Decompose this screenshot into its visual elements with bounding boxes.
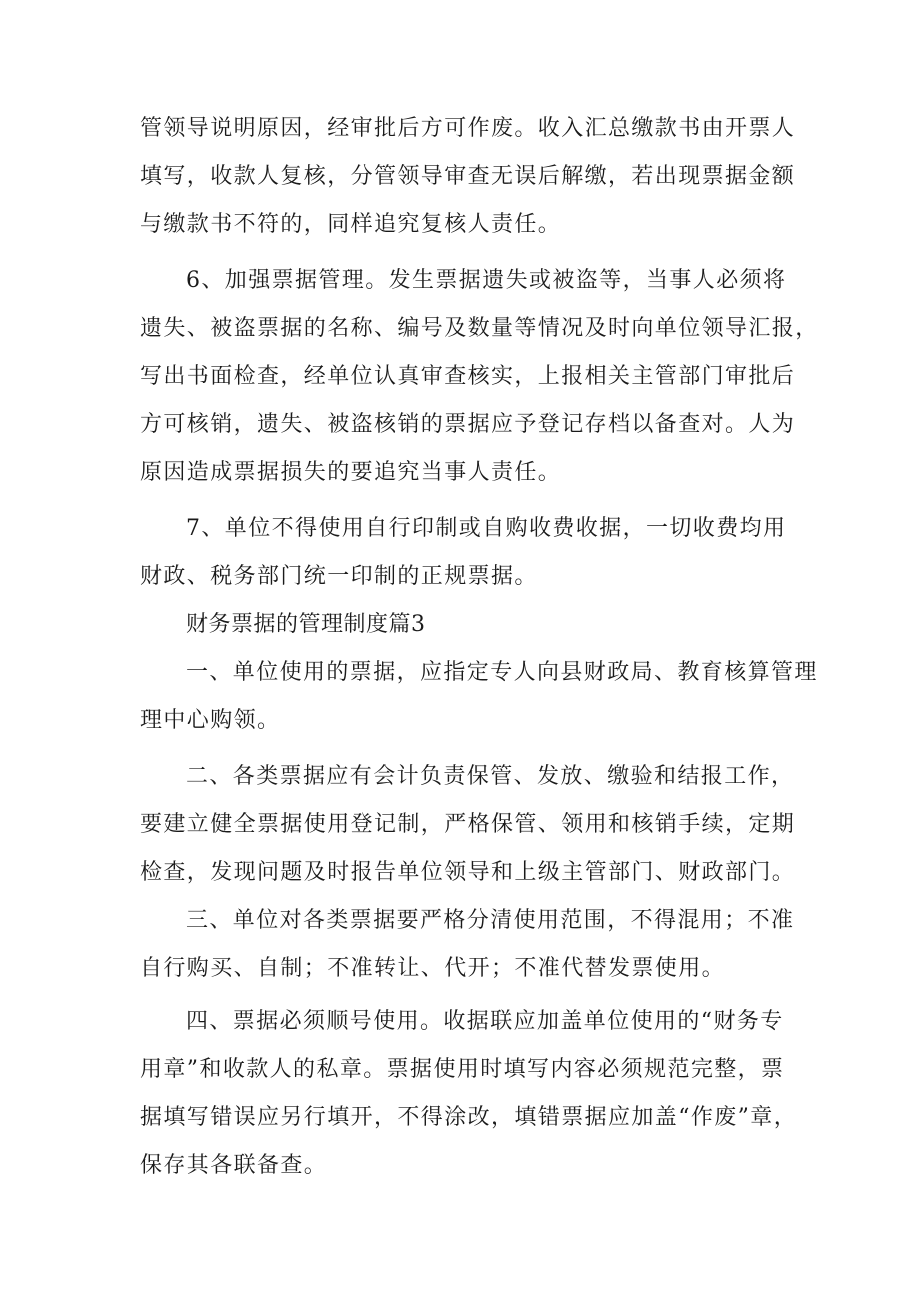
text-line: 原因造成票据损失的要追究当事人责任。 — [140, 460, 562, 485]
text-line: 理中心购领。 — [140, 708, 281, 733]
text-line: 财政、税务部门统一印制的正规票据。 — [140, 564, 538, 589]
text-line: 方可核销，遗失、被盗核销的票据应予登记存档以备查对。人为 — [140, 412, 796, 437]
text-line: 7、单位不得使用自行印制或自购收费收据，一切收费均用 — [186, 516, 787, 541]
text-line: 遗失、被盗票据的名称、编号及数量等情况及时向单位领导汇报， — [140, 316, 819, 341]
text-line: 与缴款书不符的，同样追究复核人责任。 — [140, 212, 562, 237]
text-line: 管领导说明原因，经审批后方可作废。收入汇总缴款书由开票人 — [140, 116, 796, 141]
text-line: 二、各类票据应有会计负责保管、发放、缴验和结报工作， — [186, 764, 795, 789]
text-line: 自行购买、自制；不准转让、代开；不准代替发票使用。 — [140, 956, 726, 981]
section-heading: 财务票据的管理制度篇3 — [186, 612, 426, 637]
text-line: 用章”和收款人的私章。票据使用时填写内容必须规范完整，票 — [140, 1057, 785, 1082]
text-line: 保存其各联备查。 — [140, 1153, 328, 1178]
text-line: 填写，收款人复核，分管领导审查无误后解缴，若出现票据金额 — [140, 164, 796, 189]
text-line: 写出书面检查，经单位认真审查核实，上报相关主管部门审批后 — [140, 364, 796, 389]
text-line: 6、加强票据管理。发生票据遗失或被盗等，当事人必须将 — [186, 268, 787, 293]
text-line: 检查，发现问题及时报告单位领导和上级主管部门、财政部门。 — [140, 860, 796, 885]
text-line: 四、票据必须顺号使用。收据联应加盖单位使用的“财务专 — [186, 1009, 784, 1034]
text-line: 要建立健全票据使用登记制，严格保管、领用和核销手续，定期 — [140, 812, 796, 837]
text-line: 一、单位使用的票据，应指定专人向县财政局、教育核算管理 — [186, 660, 818, 685]
text-line: 三、单位对各类票据要严格分清使用范围，不得混用；不准 — [186, 908, 795, 933]
text-line: 据填写错误应另行填开，不得涂改，填错票据应加盖“作废”章， — [140, 1105, 798, 1130]
